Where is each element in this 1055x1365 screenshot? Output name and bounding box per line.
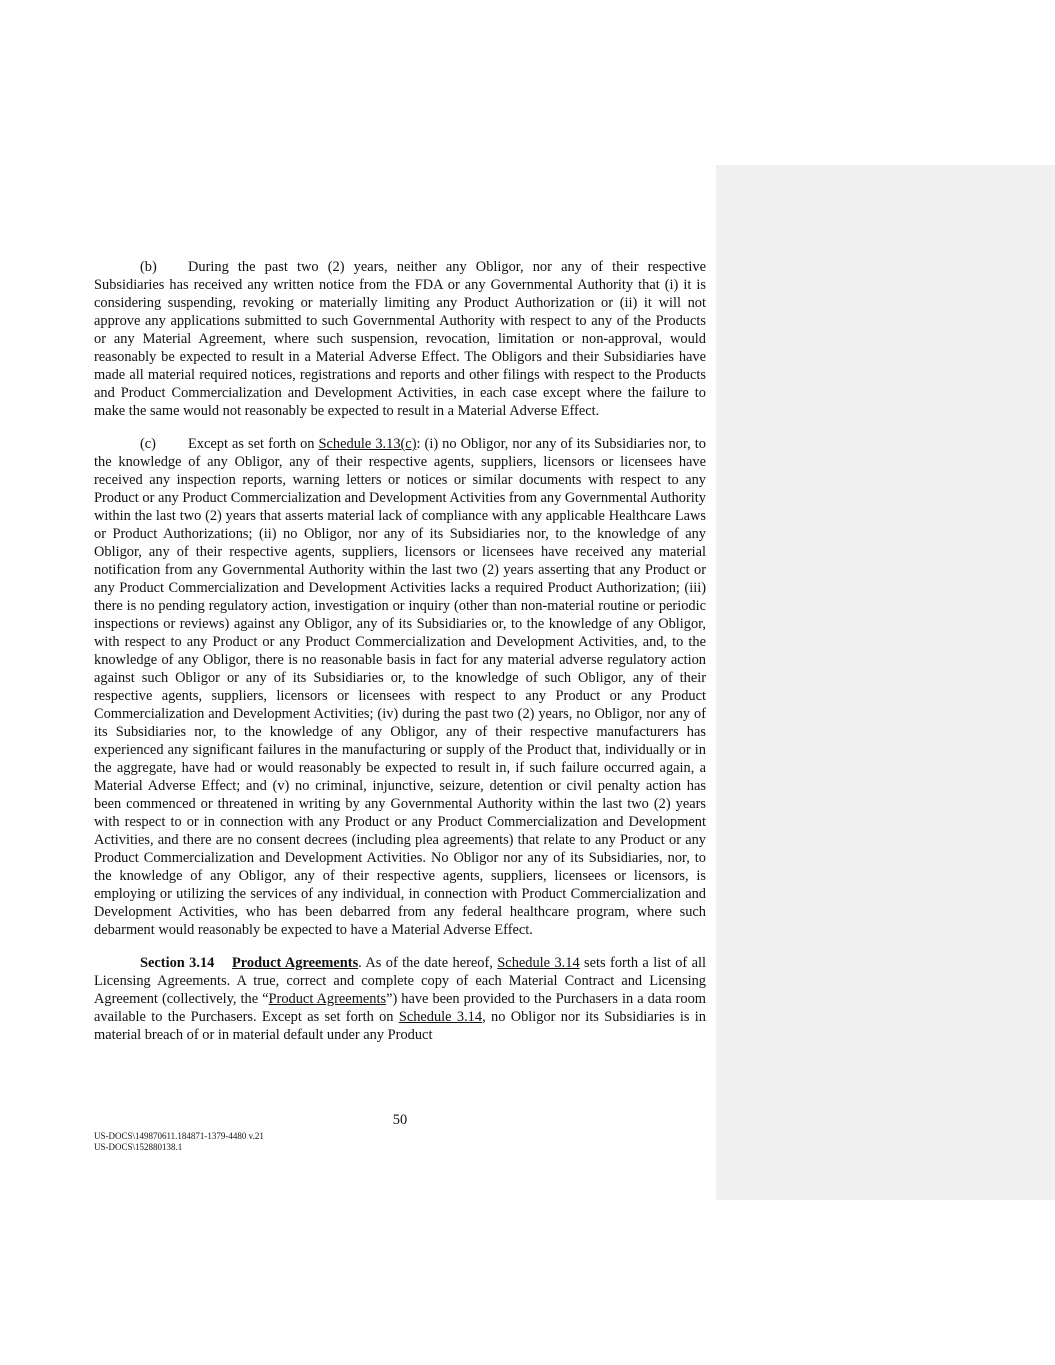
defined-term: Product Agreements [268,991,387,1007]
section-title: Product Agreements [232,955,359,971]
comment-pane [716,165,1055,1200]
schedule-314-link[interactable]: Schedule 3.14 [497,955,580,971]
schedule-314-link-2[interactable]: Schedule 3.14 [398,1009,483,1025]
paragraph-b-label: (b) [140,259,157,275]
paragraph-c-label: (c) [140,436,156,452]
document-footer [94,1131,264,1153]
section-text-3: ”) have been provided to the Purchasers in a data room available to the Purchasers. Except as set forth on [94,991,706,1025]
paragraph-c [94,435,706,939]
paragraph-c-lead: Except as set forth on [188,436,319,452]
paragraph-b [94,258,706,420]
section-text-4: , no Obligor nor its Subsidiaries is in material breach of or in material default under any Product [94,1009,706,1043]
section-3-14 [94,954,706,1044]
section-text-2: sets forth a list of all Licensing Agreements. A true, correct and complete copy of each Material Contract and Licensing Agreement (collectively, the “ [94,955,706,1007]
paragraph-c-text: : (i) no Obligor, nor any of its Subsidiaries nor, to the knowledge of any Obligor, any of their respective agents, suppliers, licensors or licensees have received any inspection reports, warning letters or notices or similar documents with respect to any Product or any Product Commercialization and Development Activities from any Governmental Authority within the last two (2) years that asserts material lack of compliance with any applicable Healthcare Laws or Product Authorizations; (ii) no Obligor, nor any of its Subsidiaries nor, to the knowledge of any Obligor, any of their respective agents, suppliers, licensors or licensees have received any material notification from any Governmental Authority within the last two (2) years asserting that any Product or any Product Commercialization and Development Activities lacks a required Product Authorization; (iii) there is no pending regulatory action, investigation or inquiry (other than non-material routine or periodic inspections or reviews) against any Obligor, any of its Subsidiaries or, to the knowledge of any Obligor, with respect to any Product or any Product Commercialization and Development Activities, and, to the knowledge of any Obligor, there is no reasonable basis in fact for any material adverse regulatory action against such Obligor or any of its Subsidiaries or, to the knowledge of such Obligor, any of their respective agents, suppliers, licensors or licensees with respect to any Product or any Product Commercialization and Development Activities; (iv) during the past two (2) years, no Obligor, nor any of its Subsidiaries nor, to the knowledge of any Obligor, any of their respective manufacturers has experienced any significant failures in the manufacturing or supply of the Product that, individually or in the aggregate, have had or would reasonably be expected to result in, if such failure occurred again, a Material Adverse Effect; and (v) no criminal, injunctive, seizure, detention or civil penalty action has been commenced or threatened in writing by any Governmental Authority within the last two (2) years with respect to or in connection with any Product or any Product Commercialization and Development Activities, and there are no consent decrees (including plea agreements) that relate to any Product or any Product Commercialization and Development Activities. No Obligor nor any of its Subsidiaries, nor, to the knowledge of any Obligor, any of their respective agents, suppliers, licensees or licensors, is employing or utilizing the services of any individual, in connection with Product Commercialization and Development Activities, who has been debarred from any federal healthcare program, where such debarment would reasonably be expected to have a Material Adverse Effect. [94,436,706,938]
footer-doc-id-1: US-DOCS\149870611.184871-1379-4480 v.21 [94,1131,264,1141]
section-number: Section 3.14 [140,955,215,971]
schedule-313c-link[interactable]: Schedule 3.13(c) [318,436,417,452]
paragraph-b-text: During the past two (2) years, neither any Obligor, nor any of their respective Subsidiaries has received any written notice from the FDA or any Governmental Authority that (i) it is considering suspending, revoking or materially limiting any Product Authorization or (ii) it will not approve any applications submitted to such Governmental Authority with respect to any of the Products or any Material Agreement, where such suspension, revocation, limitation or non-approval, would reasonably be expected to result in a Material Adverse Effect. The Obligors and their Subsidiaries have made all material required notices, registrations and reports and other filings with respect to the Products and Product Commercialization and Development Activities, in each case except where the failure to make the same would not reasonably be expected to result in a Material Adverse Effect. [94,259,706,419]
page-number: 50 [392,1112,408,1128]
document-body [94,258,706,1044]
section-text-1: . As of the date hereof, [358,955,498,971]
footer-doc-id-2: US-DOCS\152880138.1 [94,1142,183,1152]
